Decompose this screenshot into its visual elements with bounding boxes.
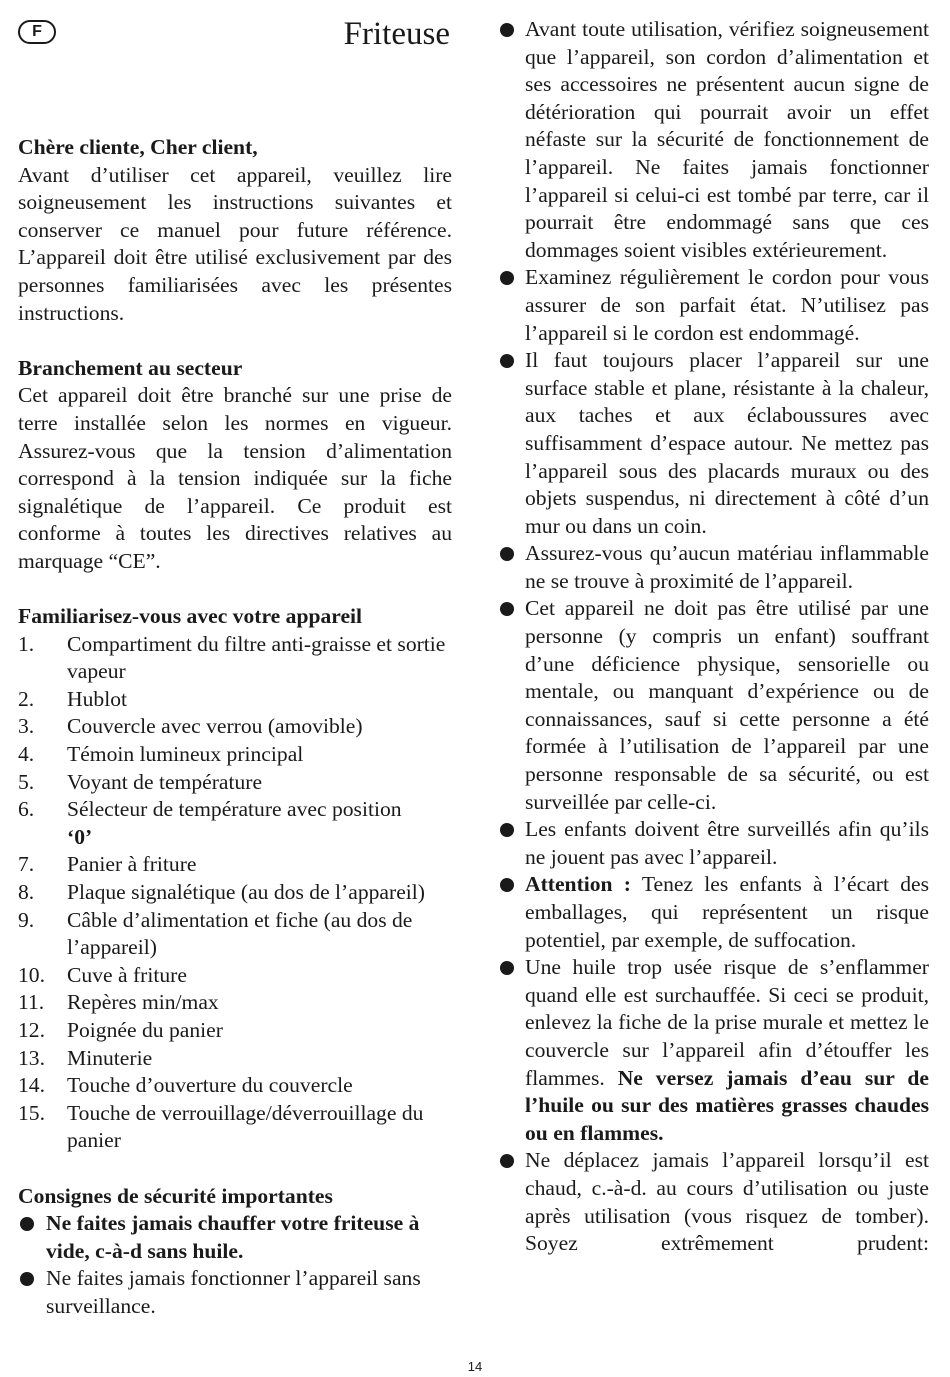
list-item [498, 816, 929, 871]
item-text: Avant toute utilisation, vérifiez soigneusement que l’appareil, son cordon d’alimentation et ses accessoires ne présentent aucun signe de détérioration qui pourrait avoir un effet néfaste sur la sécurité de fonctionnement de l’appareil. Ne faites jamais fonctionner l’appareil si celui-ci est tombé par terre, car il pourrait être endommagé sans que ces dommages soient visibles extérieurement. [525, 17, 929, 262]
list-item [18, 1100, 452, 1155]
item-text: Assurez-vous qu’aucun matériau inflammable ne se trouve à proximité de l’appareil. [525, 541, 929, 593]
list-item [498, 954, 929, 1147]
right-column [498, 16, 929, 1258]
item-text: Touche d’ouverture du couvercle [67, 1073, 353, 1098]
item-text: Minuterie [67, 1045, 153, 1070]
bullet-icon [498, 816, 525, 871]
item-number: 9. [18, 907, 35, 932]
list-item [18, 713, 452, 741]
bullet-icon [18, 1210, 46, 1265]
bullet-icon [18, 1265, 46, 1320]
item-text: Ne déplacez jamais l’appareil lorsqu’il est chaud, c.-à-d. au cours d’utilisation ou juste après utilisation (vous risquez de tomber). Soyez extrêmement prudent: [525, 1148, 929, 1256]
list-item [498, 264, 929, 347]
list-item [18, 796, 452, 851]
bullet-icon [498, 871, 525, 954]
item-number: 12. [18, 1018, 45, 1042]
item-text: Câble d’alimentation et fiche (au dos de l’appareil) [67, 907, 413, 960]
safety-list-left [18, 1210, 452, 1320]
bullet-icon [498, 595, 525, 816]
item-number: 8. [18, 880, 35, 905]
item-text: Ne faites jamais fonctionner l’appareil sans surveillance. [46, 1266, 421, 1318]
bullet-icon [498, 264, 525, 347]
item-text: Plaque signalétique (au dos de l’appareil) [67, 880, 425, 905]
list-item [18, 769, 452, 797]
list-item [18, 1072, 452, 1100]
item-text-bold: Attention : [525, 872, 631, 897]
bullet-icon [498, 1147, 525, 1257]
safety-heading: Consignes de sécurité importantes [18, 1183, 333, 1208]
language-badge: F [18, 20, 56, 44]
item-text [67, 796, 452, 851]
item-text: Couvercle avec verrou (amovible) [67, 714, 363, 739]
item-text: Hublot [67, 686, 127, 711]
list-item [18, 1045, 452, 1073]
bullet-icon [498, 347, 525, 540]
item-text-bold: ‘0’ [67, 824, 93, 849]
item-number: 11. [18, 990, 45, 1015]
item-number: 7. [18, 852, 35, 877]
item-number: 6. [18, 797, 35, 822]
mains-heading: Branchement au secteur [18, 355, 243, 380]
item-text-main: Sélecteur de température avec position [67, 797, 402, 822]
item-text: Témoin lumineux principal [67, 742, 304, 767]
item-text: Panier à friture [67, 852, 197, 877]
item-text: Repères min/max [67, 990, 219, 1015]
item-text: Une huile trop usée risque de s’enflammer quand elle est surchauffée. Si ceci se produit, enlevez la fiche de la prise murale et mettez le couvercle sur l’appareil afin d’étouffer les flammes. [525, 955, 929, 1090]
left-column [18, 134, 452, 1321]
item-number: 13. [18, 1045, 45, 1070]
list-item [18, 907, 452, 962]
safety-list-right [498, 16, 929, 1258]
list-item [498, 347, 929, 540]
item-text: Compartiment du filtre anti-graisse et sortie vapeur [67, 631, 446, 684]
bullet-icon [498, 16, 525, 264]
bullet-icon [498, 540, 525, 595]
item-number: 4. [18, 742, 35, 767]
item-number: 2. [18, 686, 35, 711]
item-text: Cuve à friture [67, 962, 187, 987]
list-item [18, 1017, 452, 1045]
list-item [498, 16, 929, 264]
intro-text: Avant d’utiliser cet appareil, veuillez lire soigneusement les instructions suivantes et conserver ce manuel pour future référence. L’appareil doit être utilisé exclusivement par des personnes familiarisées avec les présentes instructions. [18, 162, 452, 325]
list-item [18, 1210, 452, 1265]
bullet-icon [498, 954, 525, 1147]
item-text: Tenez les enfants à l’écart des emballages, qui représentent un risque potentiel, par exemple, de suffocation. [525, 872, 929, 952]
item-number: 5. [18, 769, 35, 794]
item-text-bold: Ne faites jamais chauffer votre friteuse à vide, c-à-d sans huile. [46, 1211, 420, 1263]
list-item [498, 871, 929, 954]
parts-list [18, 631, 452, 1155]
page-title: Friteuse [343, 16, 450, 52]
item-text-bold: Ne versez jamais d’eau sur de l’huile ou sur des matières grasses chaudes ou en flammes. [525, 1065, 929, 1145]
parts-heading: Familiarisez-vous avec votre appareil [18, 604, 363, 629]
item-text: Cet appareil ne doit pas être utilisé par une personne (y compris un enfant) souffrant d’une déficience physique, sensorielle ou mentale, ou manquant d’expérience ou de connaissances, sauf si cette personne a été formée à l’utilisation de l’appareil par une personne responsable de sa sécurité, ou est surveillée par celle-ci. [525, 596, 929, 814]
item-text: Examinez régulièrement le cordon pour vous assurer de son parfait état. N’utilisez pas l’appareil si le cordon est endommagé. [525, 265, 929, 345]
list-item [18, 851, 452, 879]
list-item [18, 962, 452, 990]
item-text: Voyant de température [67, 769, 263, 794]
list-item [498, 540, 929, 595]
item-number: 14. [18, 1073, 45, 1098]
list-item [18, 686, 452, 714]
list-item [498, 1147, 929, 1257]
item-text: Les enfants doivent être surveillés afin qu’ils ne jouent pas avec l’appareil. [525, 817, 929, 869]
list-item [18, 631, 452, 686]
list-item [18, 879, 452, 907]
item-number: 1. [18, 631, 35, 656]
item-text: Poignée du panier [67, 1018, 223, 1042]
item-number: 10. [18, 962, 45, 987]
list-item [18, 741, 452, 769]
item-number: 3. [18, 714, 35, 739]
item-text: Il faut toujours placer l’appareil sur une surface stable et plane, résistante à la chaleur, aux taches et aux éclaboussures avec suffisamment d’espace autour. Ne mettez pas l’appareil sous des placards muraux ou des objets suspendus, ni directement à côté d’un mur ou dans un coin. [525, 348, 929, 538]
list-item [18, 1265, 452, 1320]
item-number: 15. [18, 1100, 45, 1125]
intro-heading: Chère cliente, Cher client, [18, 135, 258, 159]
list-item [498, 595, 929, 816]
list-item [18, 989, 452, 1017]
mains-text: Cet appareil doit être branché sur une prise de terre installée selon les normes en vigueur. Assurez-vous que la tension d’alimentation correspond à la tension indiquée sur la fiche signalétique de l’appareil. Ce produit est conforme à toutes les directives relatives au marquage “CE”. [18, 383, 452, 573]
item-text: Touche de verrouillage/déverrouillage du panier [67, 1100, 424, 1153]
page-number: 14 [467, 1359, 483, 1374]
